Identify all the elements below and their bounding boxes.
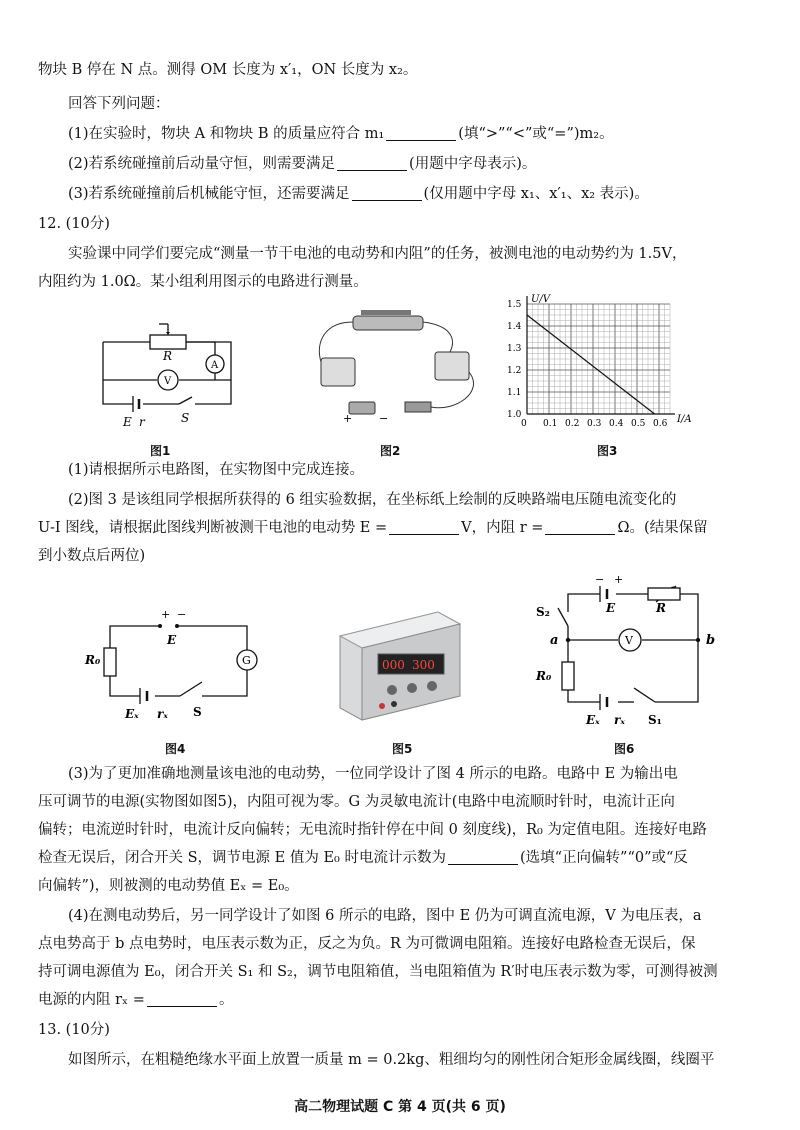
q12-intro1: 实验课中同学们要完成“测量一节干电池的电动势和内阻”的任务，被测电池的电动势约为 1.5V， [68, 246, 687, 262]
q12-part4-a: (4)在测电动势后，另一同学设计了如图 6 所示的电路，图中 E 仍为可调直流电源，V 为电压表，a [68, 908, 702, 924]
resistor-R0 [562, 662, 574, 690]
voltage-display: 000 [382, 658, 405, 672]
svg-text:V: V [625, 634, 633, 647]
q12-part1: (1)请根据所示电路图，在实物图中完成连接。 [68, 462, 365, 478]
svg-text:+: + [343, 412, 353, 425]
figure-1-caption: 图1 [150, 444, 171, 458]
q12-intro2: 内阻约为 1.0Ω。某小组利用图示的电路进行测量。 [38, 274, 368, 290]
svg-text:rₓ: rₓ [157, 707, 168, 721]
svg-text:S₂: S₂ [536, 605, 550, 619]
x-tick-label: 0.4 [609, 419, 624, 429]
ammeter [435, 352, 469, 380]
q12-part3-d: 检查无误后，闭合开关 S，调节电源 E 值为 E₀ 时电流计示数为 (选填“正向偏转”“0”或“反 [38, 850, 688, 866]
svg-text:+: + [614, 573, 624, 586]
q12-part3-e: 向偏转”)，则被测的电动势值 Eₓ = E₀。 [38, 878, 299, 894]
q13-header: 13. (10分) [38, 1022, 110, 1038]
galvanometer-blank[interactable] [448, 850, 518, 865]
y-tick-label: 1.4 [507, 322, 522, 332]
svg-text:G: G [242, 654, 251, 667]
q11-line1: 物块 B 停在 N 点。测得 OM 长度为 x′₁，ON 长度为 x₂。 [38, 62, 418, 78]
y-axis-label: U/V [531, 294, 551, 305]
y-tick-label: 1.5 [507, 300, 522, 310]
figure-2-caption: 图2 [380, 444, 401, 458]
svg-text:E: E [606, 601, 616, 615]
svg-text:−: − [177, 608, 187, 621]
q11-part3: (3)若系统碰撞前后机械能守恒，还需要满足 (仅用题中字母 x₁、x′₁、x₂ 表示)。 [68, 186, 649, 202]
x-tick-label: 0.6 [653, 419, 668, 429]
knob-1 [387, 685, 397, 695]
figure-1-circuit [95, 302, 245, 437]
knob-2 [407, 683, 417, 693]
figure-4-circuit [85, 600, 270, 730]
svg-text:−: − [595, 573, 605, 586]
battery [349, 402, 375, 414]
svg-text:E: E [123, 415, 132, 429]
rheostat-R [150, 335, 186, 349]
q13-intro: 如图所示，在粗糙绝缘水平面上放置一质量 m = 0.2kg、粗细均匀的刚性闭合矩形金属线圈，线圈平 [68, 1052, 715, 1068]
internal-resistance-rx-blank[interactable] [147, 992, 217, 1007]
svg-text:R: R [163, 349, 173, 363]
figure-5-power-supply [320, 598, 470, 730]
svg-text:+: + [161, 608, 171, 621]
resistor-box-R [648, 588, 680, 600]
q11-part2: (2)若系统碰撞前后动量守恒，则需要满足 (用题中字母表示)。 [68, 156, 537, 172]
svg-text:R₀: R₀ [536, 669, 552, 683]
voltmeter [321, 358, 355, 386]
svg-text:R₀: R₀ [85, 653, 101, 667]
q12-part3-b: 压可调节的电源(实物图如图5)，内阻可视为零。G 为灵敏电流计(电路中电流顺时针时，电流计正向 [38, 794, 675, 810]
svg-text:A: A [211, 360, 219, 371]
svg-text:V: V [164, 376, 172, 387]
y-tick-label: 1.2 [507, 366, 522, 376]
svg-text:R: R [656, 601, 666, 615]
x-tick-label: 0 [521, 419, 527, 429]
figure-6-caption: 图6 [614, 742, 635, 756]
svg-text:S: S [181, 411, 190, 425]
q12-part4-b: 点电势高于 b 点电势时，电压表示数为正，反之为负。R 为可微调电阻箱。连接好电路检查无误后，保 [38, 936, 696, 952]
svg-text:Eₓ: Eₓ [586, 713, 600, 727]
q12-part4-c: 持可调电源值为 E₀，闭合开关 S₁ 和 S₂，调节电阻箱值，当电阻箱值为 R′时电压表示数为零，可测得被测 [38, 964, 718, 980]
internal-resistance-blank[interactable] [545, 520, 615, 535]
q11-prompt: 回答下列问题： [68, 96, 170, 112]
x-tick-label: 0.5 [631, 419, 646, 429]
emf-blank[interactable] [389, 520, 459, 535]
q12-part4-d: 电源的内阻 rₓ = 。 [38, 992, 234, 1008]
x-tick-label: 0.1 [543, 419, 558, 429]
resistor-R0 [104, 648, 116, 676]
q12-part3-a: (3)为了更加准确地测量该电池的电动势，一位同学设计了图 4 所示的电路。电路中 E 为输出电 [68, 766, 678, 782]
q12-part2-a: (2)图 3 是该组同学根据所获得的 6 组实验数据，在坐标纸上绘制的反映路端电压随电流变化的 [68, 492, 677, 508]
figure-3-caption: 图3 [597, 444, 618, 458]
y-tick-label: 1.1 [507, 388, 522, 398]
svg-text:S₁: S₁ [648, 713, 662, 727]
answer-blank[interactable] [337, 156, 407, 171]
knob-3 [427, 681, 437, 691]
x-axis-label: I/A [677, 414, 692, 425]
answer-blank[interactable] [352, 186, 422, 201]
figure-5-caption: 图5 [392, 742, 413, 756]
q12-part2-c: 到小数点后两位) [38, 548, 146, 564]
svg-text:E: E [167, 633, 177, 647]
svg-text:rₓ: rₓ [614, 713, 625, 727]
svg-text:Eₓ: Eₓ [125, 707, 139, 721]
svg-text:S: S [193, 705, 202, 719]
current-display: 300 [412, 658, 435, 672]
q11-part1: (1)在实验时，物块 A 和物块 B 的质量应符合 m₁ (填“>”“<”或“=”)m₂。 [68, 126, 614, 142]
page-footer: 高二物理试题 C 第 4 页(共 6 页) [294, 1099, 506, 1115]
x-tick-label: 0.2 [565, 419, 580, 429]
q12-header: 12. (10分) [38, 216, 110, 232]
figure-4-caption: 图4 [165, 742, 186, 756]
q12-part2-b: U-I 图线，请根据此图线判断被测干电池的电动势 E = V，内阻 r = Ω。(结果保留 [38, 520, 708, 536]
y-tick-label: 1.3 [507, 344, 522, 354]
rheostat [353, 316, 423, 330]
switch [405, 402, 431, 412]
figure-6-circuit [530, 574, 720, 732]
svg-text:a: a [550, 633, 559, 648]
figure-2-apparatus [305, 302, 485, 432]
svg-text:−: − [379, 412, 389, 425]
x-tick-label: 0.3 [587, 419, 602, 429]
svg-text:b: b [706, 633, 716, 648]
q12-part3-c: 偏转；电流逆时针时，电流计反向偏转；无电流时指针停在中间 0 刻度线)，R₀ 为定值电阻。连接好电路 [38, 822, 707, 838]
figure-3-ui-chart [505, 290, 692, 438]
y-tick-label: 1.0 [507, 410, 522, 420]
answer-blank[interactable] [386, 126, 456, 141]
svg-text:r: r [139, 415, 145, 429]
